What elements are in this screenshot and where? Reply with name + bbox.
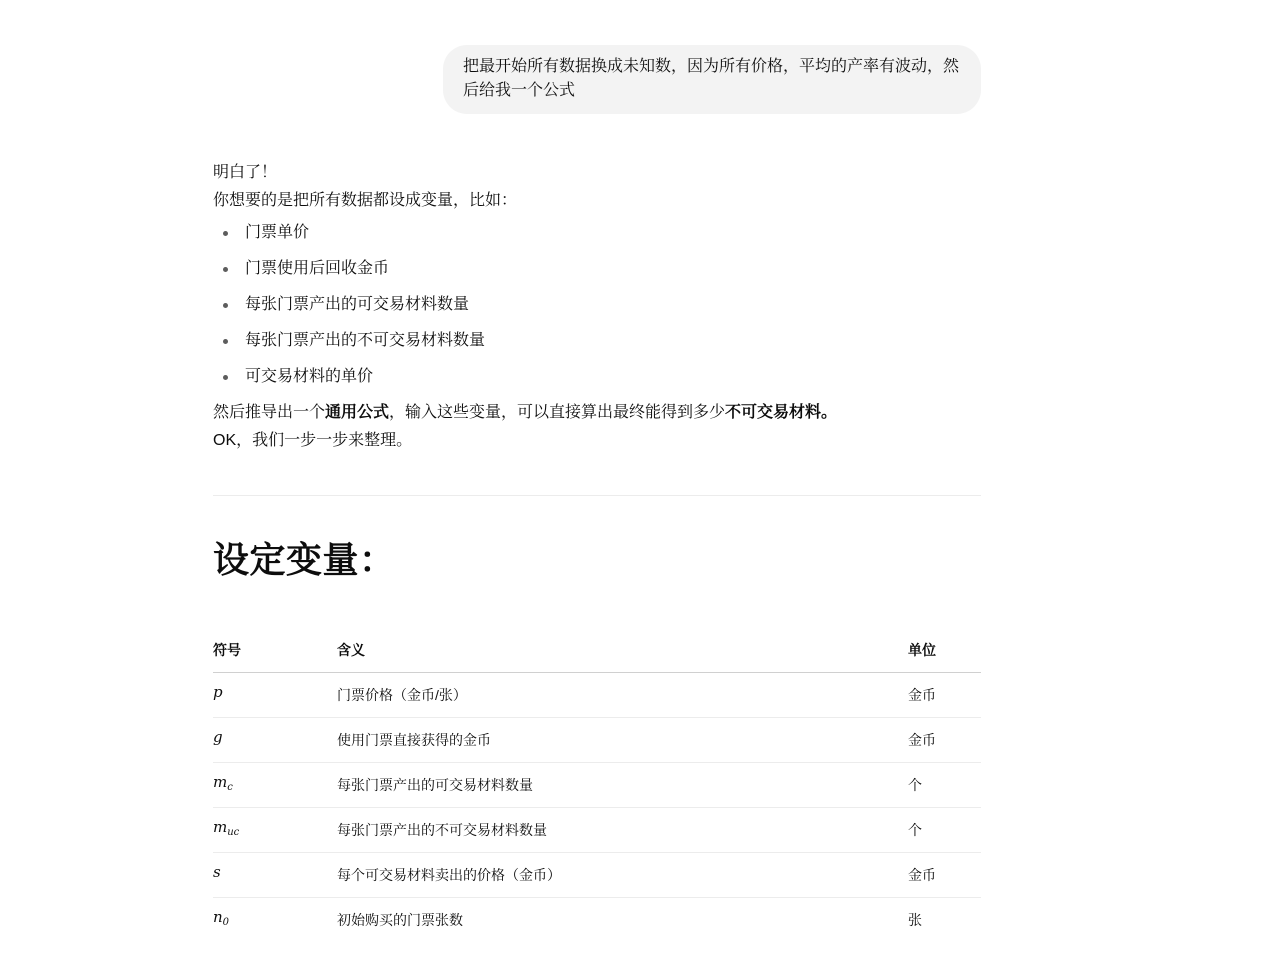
meaning-cell: 使用门票直接获得的金币: [337, 718, 908, 763]
section-heading: 设定变量：: [213, 539, 396, 580]
table-row: [213, 898, 981, 943]
meaning-cell: 每张门票产出的不可交易材料数量: [337, 808, 908, 853]
meaning-cell: 每个可交易材料卖出的价格（金币）: [337, 853, 908, 898]
meaning-cell: 门票价格（金币/张）: [337, 673, 908, 718]
bold-non-tradable-materials: 不可交易材料。: [725, 404, 838, 421]
unit-cell: 金币: [908, 718, 981, 763]
variables-table: [213, 636, 981, 942]
bullet-item: 门票使用后回收金币: [213, 255, 981, 283]
bullet-dot-icon: [223, 267, 228, 272]
conversation-column: [213, 0, 981, 942]
meaning-cell: 初始购买的门票张数: [337, 912, 463, 928]
unit-cell: 个: [908, 808, 981, 853]
header-meaning: 含义: [337, 636, 908, 673]
symbol-cell: $m_{uc}$: [213, 808, 337, 853]
bullet-item: 每张门票产出的不可交易材料数量: [213, 327, 981, 355]
symbol-cell: $m_c$: [213, 763, 337, 808]
section-divider: [213, 495, 981, 496]
table-row: [213, 763, 981, 808]
assistant-line-understood: 明白了！: [213, 164, 278, 181]
table-header-row: [213, 636, 981, 673]
unit-cell: 金币: [908, 853, 981, 898]
table-row: [213, 853, 981, 898]
table-row: [213, 718, 981, 763]
assistant-message: [213, 159, 981, 942]
user-message-row: [213, 45, 981, 114]
symbol-cell: s: [213, 853, 337, 898]
meaning-cell: 每张门票产出的可交易材料数量: [337, 763, 908, 808]
assistant-line-intro: 你想要的是把所有数据都设成变量，比如：: [213, 192, 518, 209]
symbol-cell: $n_0$: [213, 908, 230, 928]
symbol-cell: g: [213, 718, 337, 763]
bullet-item: 每张门票产出的可交易材料数量: [213, 291, 981, 319]
unit-cell: 张: [908, 912, 922, 928]
bullet-dot-icon: [223, 375, 228, 380]
variable-bullet-list: [213, 219, 981, 391]
assistant-formula-paragraph: 然后推导出一个通用公式，输入这些变量，可以直接算出最终能得到多少不可交易材料。: [213, 404, 838, 421]
bullet-item: 可交易材料的单价: [213, 363, 981, 391]
unit-cell: 个: [908, 763, 981, 808]
bullet-dot-icon: [223, 231, 228, 236]
user-message-bubble: 把最开始所有数据换成未知数，因为所有价格，平均的产率有波动，然后给我一个公式: [443, 45, 981, 114]
bullet-item: 门票单价: [213, 219, 981, 247]
table-row: [213, 673, 981, 718]
unit-cell: 金币: [908, 673, 981, 718]
table-row: [213, 808, 981, 853]
symbol-cell: p: [213, 673, 337, 718]
bullet-dot-icon: [223, 303, 228, 308]
header-symbol: 符号: [213, 636, 337, 673]
assistant-line-ok: OK，我们一步一步来整理。: [213, 432, 413, 449]
bold-general-formula: 通用公式: [325, 404, 390, 421]
bullet-dot-icon: [223, 339, 228, 344]
header-unit: 单位: [908, 636, 981, 673]
